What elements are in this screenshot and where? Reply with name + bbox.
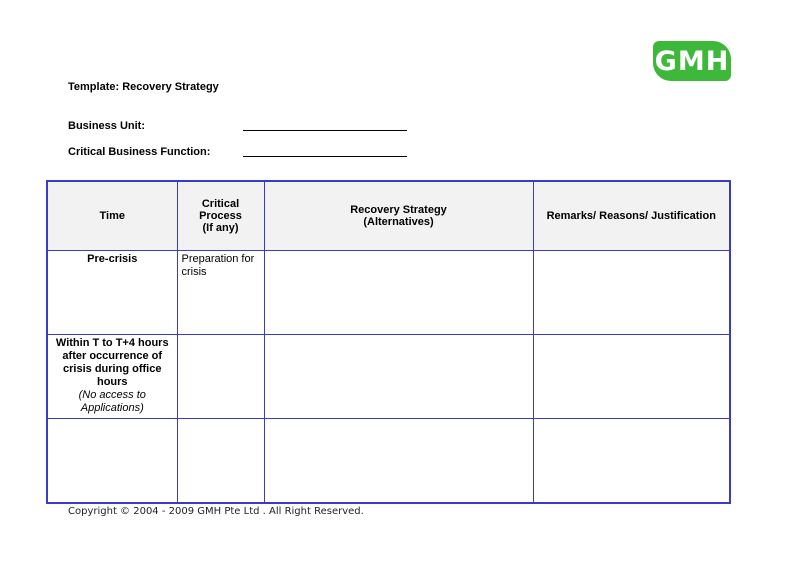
critical-function-label: Critical Business Function: xyxy=(68,146,211,158)
time-text: Within T to T+4 hours after occurrence of crisis during office hours xyxy=(55,337,169,388)
col-critical-line3: (If any) xyxy=(202,222,239,234)
page-title: Template: Recovery Strategy xyxy=(68,81,219,93)
time-cell xyxy=(47,335,177,419)
remarks-cell[interactable] xyxy=(533,419,730,504)
process-cell[interactable] xyxy=(177,419,264,504)
remarks-cell[interactable] xyxy=(533,335,730,419)
time-text: Pre-crisis xyxy=(87,253,138,265)
business-unit-field[interactable] xyxy=(243,130,407,131)
table-row xyxy=(47,419,730,504)
time-cell[interactable] xyxy=(47,419,177,504)
table-row xyxy=(47,335,730,419)
strategy-cell[interactable] xyxy=(264,335,533,419)
logo-text: GMH xyxy=(654,45,730,77)
col-time: Time xyxy=(47,181,177,251)
time-note: (No access to Applications) xyxy=(78,389,146,414)
remarks-cell[interactable] xyxy=(533,251,730,335)
col-recovery-line1: Recovery Strategy xyxy=(350,204,447,216)
col-critical-line1: Critical xyxy=(201,198,240,210)
table-row xyxy=(47,251,730,335)
copyright-footer: Copyright © 2004 - 2009 GMH Pte Ltd . All Right Reserved. xyxy=(68,506,364,517)
col-critical-line2: Process xyxy=(199,210,242,222)
critical-function-field[interactable] xyxy=(243,156,407,157)
strategy-cell[interactable] xyxy=(264,251,533,335)
col-recovery-line2: (Alternatives) xyxy=(363,216,434,228)
gmh-logo xyxy=(653,41,731,81)
recovery-strategy-table xyxy=(46,180,731,504)
col-remarks: Remarks/ Reasons/ Justification xyxy=(533,181,730,251)
time-cell xyxy=(47,251,177,335)
table-header-row xyxy=(47,181,730,251)
col-critical-process xyxy=(177,181,264,251)
business-unit-label: Business Unit: xyxy=(68,120,146,132)
process-cell[interactable]: Preparation for crisis xyxy=(177,251,264,335)
process-cell[interactable] xyxy=(177,335,264,419)
col-recovery-strategy xyxy=(264,181,533,251)
strategy-cell[interactable] xyxy=(264,419,533,504)
